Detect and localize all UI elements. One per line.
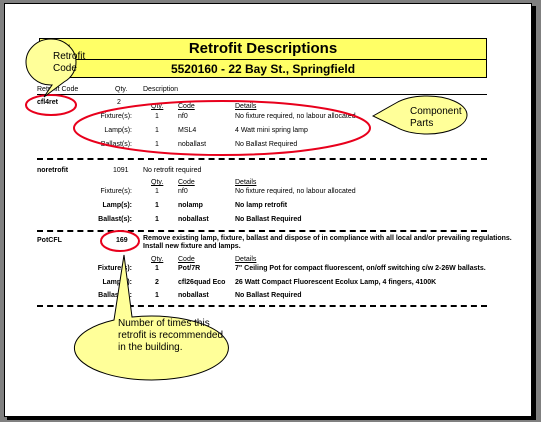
column-header-qty: Qty. bbox=[115, 86, 128, 93]
component-qty: 1 bbox=[155, 113, 159, 120]
callout-line: Component bbox=[410, 106, 462, 117]
report-subtitle: 5520160 - 22 Bay St., Springfield bbox=[170, 62, 356, 76]
component-details: 7" Ceiling Pot for compact fluorescent, on/off switching c/w 2-26W ballasts. bbox=[235, 265, 486, 272]
component-code: Pot/7R bbox=[178, 265, 201, 272]
retrofit-code: PotCFL bbox=[37, 237, 62, 244]
component-code: noballast bbox=[178, 292, 209, 299]
component-type: Fixture(s): bbox=[97, 265, 132, 272]
retrofit-code: cfl4ret bbox=[37, 99, 59, 106]
component-qty: 1 bbox=[155, 292, 159, 299]
sub-header-details: Details bbox=[235, 103, 257, 110]
component-details: No fixture required, no labour allocated bbox=[235, 188, 356, 195]
retrofit-qty: 1091 bbox=[113, 167, 129, 174]
retrofit-description: Remove existing lamp, fixture, ballast and dispose of in compliance with all local and/or prevailing regulations. bbox=[143, 235, 512, 242]
component-code: nf0 bbox=[178, 188, 188, 195]
component-qty: 1 bbox=[155, 188, 159, 195]
component-qty: 1 bbox=[155, 127, 159, 134]
component-code: noballast bbox=[178, 216, 209, 223]
callout-line: Retrofit bbox=[53, 51, 86, 62]
sub-header-code: Code bbox=[178, 256, 195, 263]
sub-header-qty: Qty. bbox=[151, 256, 164, 263]
callout-retrofit-code bbox=[53, 51, 85, 75]
sub-header-qty: Qty. bbox=[151, 103, 164, 110]
component-details: No fixture required, no labour allocated bbox=[235, 113, 356, 120]
callout-line: retrofit is recommended bbox=[118, 330, 224, 341]
component-type: Fixture(s): bbox=[100, 188, 132, 195]
component-code: cfl26quad Eco bbox=[178, 279, 226, 286]
component-qty: 2 bbox=[155, 279, 159, 286]
component-type: Fixture(s): bbox=[100, 113, 132, 120]
sub-header-code: Code bbox=[178, 103, 195, 110]
sub-header-qty: Qty. bbox=[151, 179, 164, 186]
callout-times-recommended bbox=[118, 318, 223, 354]
retrofit-qty: 2 bbox=[117, 99, 121, 106]
component-type: Ballast(s): bbox=[100, 141, 132, 148]
component-qty: 1 bbox=[155, 141, 159, 148]
component-qty: 1 bbox=[155, 202, 159, 209]
retrofit-qty: 169 bbox=[116, 237, 128, 244]
component-code: MSL4 bbox=[178, 127, 197, 134]
component-code: nf0 bbox=[178, 113, 188, 120]
report-title: Retrofit Descriptions bbox=[188, 40, 338, 57]
callout-line: in the building. bbox=[118, 342, 183, 353]
sub-header-code: Code bbox=[178, 179, 195, 186]
callout-line: Code bbox=[53, 63, 77, 74]
component-details: No Ballast Required bbox=[235, 141, 298, 148]
component-details: 26 Watt Compact Fluorescent Ecolux Lamp, 4 fingers, 4100K bbox=[235, 279, 437, 286]
component-type: Lamp(s): bbox=[102, 279, 132, 286]
component-qty: 1 bbox=[155, 265, 159, 272]
highlight-ellipse bbox=[101, 231, 139, 251]
sub-header-details: Details bbox=[235, 179, 257, 186]
component-details: No Ballast Required bbox=[235, 292, 302, 299]
column-header-description: Description bbox=[143, 86, 179, 93]
callout-component-parts bbox=[410, 106, 462, 130]
callout-line: Parts bbox=[410, 118, 434, 129]
sub-header-details: Details bbox=[235, 256, 257, 263]
component-details: 4 Watt mini spring lamp bbox=[235, 127, 308, 134]
column-header-retrofit: Retrofit Code bbox=[37, 86, 79, 93]
retrofit-description: No retrofit required bbox=[143, 167, 202, 174]
component-type: Lamp(s): bbox=[102, 202, 132, 209]
highlight-ellipse bbox=[26, 95, 76, 115]
callout-line: Number of times this bbox=[118, 318, 210, 329]
component-code: nolamp bbox=[178, 202, 203, 209]
component-qty: 1 bbox=[155, 216, 159, 223]
component-details: No lamp retrofit bbox=[235, 202, 288, 209]
component-code: noballast bbox=[178, 141, 207, 148]
component-type: Lamp(s): bbox=[104, 127, 132, 134]
component-type: Ballast(s): bbox=[98, 292, 132, 299]
component-type: Ballast(s): bbox=[98, 216, 132, 223]
component-details: No Ballast Required bbox=[235, 216, 302, 223]
highlight-ellipse bbox=[74, 101, 370, 155]
retrofit-code: noretrofit bbox=[37, 167, 69, 174]
retrofit-description: Install new fixture and lamps. bbox=[143, 243, 241, 250]
